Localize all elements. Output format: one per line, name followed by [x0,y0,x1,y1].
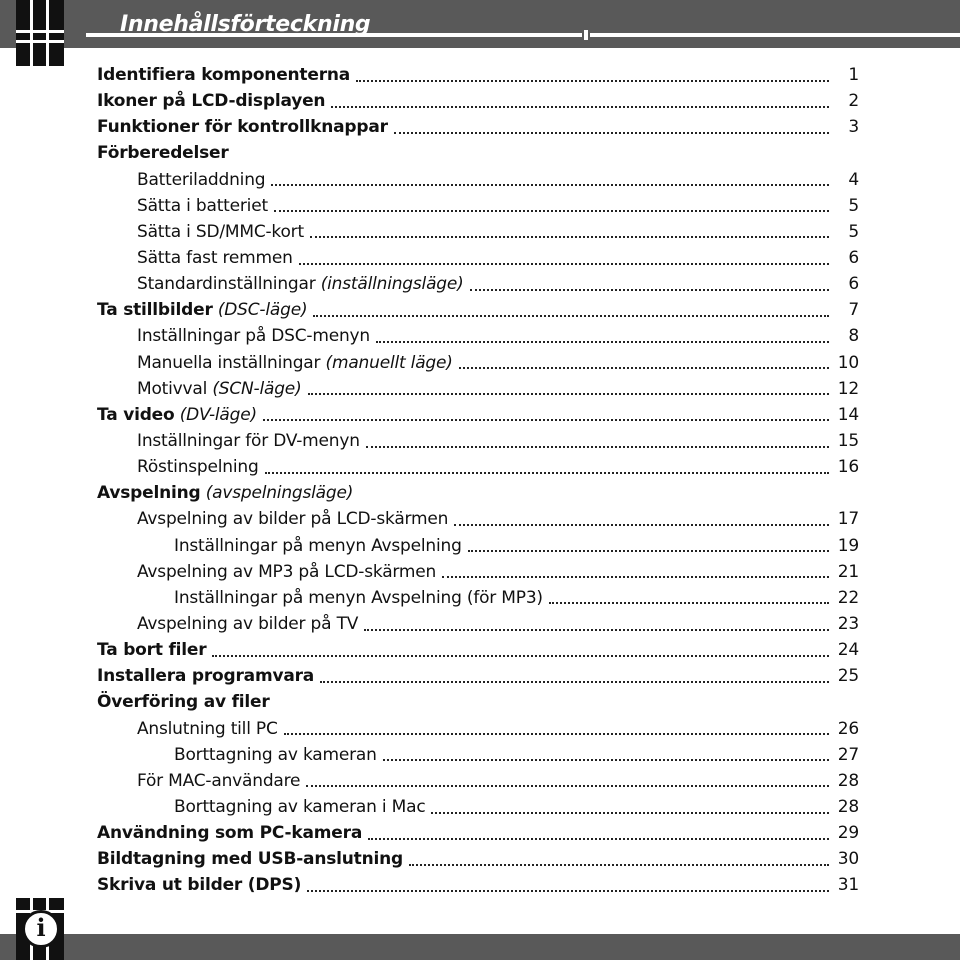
toc-entry-page: 12 [837,378,859,399]
toc-entry-page: 8 [848,326,859,347]
toc-entry-page: 6 [848,248,859,269]
page-title: Innehållsförteckning [120,12,371,37]
dot-leader [274,209,829,212]
toc-entry-label: Identifiera komponenterna [97,65,351,86]
toc-entry-page: 2 [848,91,859,112]
toc-entry-page: 19 [837,535,859,556]
toc-entry-label: Sätta i SD/MMC-kort [137,221,304,242]
page-number-badge: i [22,910,60,948]
dot-leader [307,889,829,892]
toc-entry-label: Avspelning av bilder på TV [137,614,359,635]
toc-entry[interactable] [97,768,859,794]
toc-entry[interactable] [97,350,859,376]
toc-entry[interactable] [97,454,859,480]
toc-entry-page: 23 [837,614,859,635]
toc-entry-label: Ta bort filer [97,640,207,661]
toc-entry[interactable] [97,480,859,506]
dot-leader [320,680,829,683]
toc-entry-label: Röstinspelning [137,457,259,478]
toc-entry-label: Inställningar för DV-menyn [137,431,360,452]
toc-entry-page: 28 [837,770,859,791]
toc-entry-page: 30 [837,849,859,870]
toc-entry-label: Inställningar på menyn Avspelning [174,535,462,556]
toc-entry[interactable] [97,62,859,88]
toc-entry[interactable] [97,271,859,297]
toc-entry-page: 24 [837,640,859,661]
dot-leader [383,758,829,761]
dot-leader [313,314,829,317]
toc-entry-label: Avspelning av bilder på LCD-skärmen [137,509,449,530]
toc-entry-label: Avspelning [97,483,201,504]
table-of-contents [97,62,859,899]
toc-entry-label: Borttagning av kameran i Mac [174,797,426,817]
toc-entry-label: Sätta i batteriet [137,195,268,216]
toc-entry[interactable] [97,663,859,689]
dot-leader [284,732,829,735]
toc-entry[interactable] [97,611,859,637]
dot-leader [431,811,829,814]
dot-leader [366,445,829,448]
toc-entry-page: 27 [837,744,859,765]
dot-leader [459,366,829,369]
toc-entry-label: Manuella inställningar [137,352,321,373]
dot-leader [265,471,829,474]
toc-entry-page: 5 [848,195,859,216]
header-rule-tick [584,30,588,40]
toc-entry-label: Motivval [137,378,208,399]
dot-leader [331,105,829,108]
dot-leader [442,575,829,578]
toc-entry-page: 22 [837,587,859,608]
toc-entry-page: 28 [837,797,859,817]
dot-leader [263,418,829,421]
toc-entry-page: 10 [837,352,859,373]
toc-entry-mode: (avspelningsläge) [200,483,354,504]
toc-entry[interactable] [97,820,859,846]
toc-entry[interactable] [97,585,859,611]
toc-entry-page: 29 [837,823,859,844]
toc-entry-page: 17 [837,509,859,530]
toc-entry[interactable] [97,167,859,193]
toc-entry-label: Inställningar på DSC-menyn [137,326,370,347]
toc-entry[interactable] [97,716,859,742]
toc-entry-label: Överföring av filer [97,692,270,713]
toc-entry-mode: (manuellt läge) [320,352,453,373]
toc-entry-label: Standardinställningar [137,274,316,295]
toc-entry-label: Installera programvara [97,666,315,687]
toc-entry-mode: (inställningsläge) [315,274,464,295]
toc-entry[interactable] [97,140,859,166]
toc-entry-label: Förberedelser [97,143,229,164]
toc-entry[interactable] [97,323,859,349]
toc-entry-label: Anslutning till PC [137,718,278,739]
corner-grid-ornament [16,0,64,66]
toc-entry-page: 14 [837,404,859,425]
toc-entry-page: 7 [848,300,859,321]
toc-entry-label: Skriva ut bilder (DPS) [97,875,302,896]
toc-entry[interactable] [97,245,859,271]
toc-entry[interactable] [97,428,859,454]
footer-band [0,934,960,960]
toc-entry[interactable] [97,506,859,532]
toc-entry[interactable] [97,193,859,219]
dot-leader [271,183,829,186]
toc-entry-label: Borttagning av kameran [174,744,377,765]
toc-entry[interactable] [97,376,859,402]
toc-entry-label: Användning som PC-kamera [97,823,363,844]
toc-entry-mode: (DV-läge) [174,404,257,425]
toc-entry-page: 1 [848,65,859,86]
dot-leader [299,262,829,265]
toc-entry-label: Avspelning av MP3 på LCD-skärmen [137,561,437,582]
toc-entry-label: Ikoner på LCD-displayen [97,91,326,112]
toc-entry[interactable] [97,637,859,663]
dot-leader [470,288,829,291]
dot-leader [308,392,830,395]
toc-entry-label: Inställningar på menyn Avspelning (för MP3) [174,587,543,608]
toc-entry[interactable] [97,219,859,245]
toc-entry-label: Funktioner för kontrollknappar [97,117,388,138]
toc-entry-label: Ta stillbilder [97,300,213,321]
dot-leader [468,549,829,552]
toc-entry[interactable] [97,559,859,585]
dot-leader [549,601,829,604]
toc-entry-page: 25 [837,666,859,687]
toc-entry[interactable] [97,794,859,820]
toc-entry-page: 21 [837,561,859,582]
toc-entry[interactable] [97,402,859,428]
toc-entry-label: Ta video [97,404,175,425]
toc-entry-label: Bildtagning med USB-anslutning [97,849,404,870]
dot-leader [364,628,829,631]
dot-leader [306,784,829,787]
toc-entry-label: Batteriladdning [137,169,266,190]
toc-entry[interactable] [97,533,859,559]
dot-leader [356,79,829,82]
toc-entry-mode: (DSC-läge) [212,300,308,321]
toc-entry[interactable] [97,114,859,140]
toc-entry-label: För MAC-användare [137,770,301,791]
toc-entry-page: 5 [848,221,859,242]
toc-entry-page: 4 [848,169,859,190]
dot-leader [394,131,829,134]
dot-leader [376,340,829,343]
toc-entry-label: Sätta fast remmen [137,248,293,269]
header-rule [590,33,960,37]
toc-entry-mode: (SCN-läge) [207,378,302,399]
toc-entry-page: 31 [837,875,859,896]
toc-entry[interactable] [97,689,859,715]
toc-entry-page: 6 [848,274,859,295]
dot-leader [409,863,829,866]
dot-leader [310,235,829,238]
toc-entry-page: 16 [837,457,859,478]
toc-entry-page: 15 [837,431,859,452]
toc-entry[interactable] [97,297,859,323]
dot-leader [454,523,829,526]
toc-entry-page: 3 [848,117,859,138]
dot-leader [368,837,829,840]
toc-entry[interactable] [97,88,859,114]
toc-entry[interactable] [97,846,859,872]
toc-entry[interactable] [97,872,859,898]
toc-entry[interactable] [97,742,859,768]
toc-entry-page: 26 [837,718,859,739]
dot-leader [212,654,829,657]
